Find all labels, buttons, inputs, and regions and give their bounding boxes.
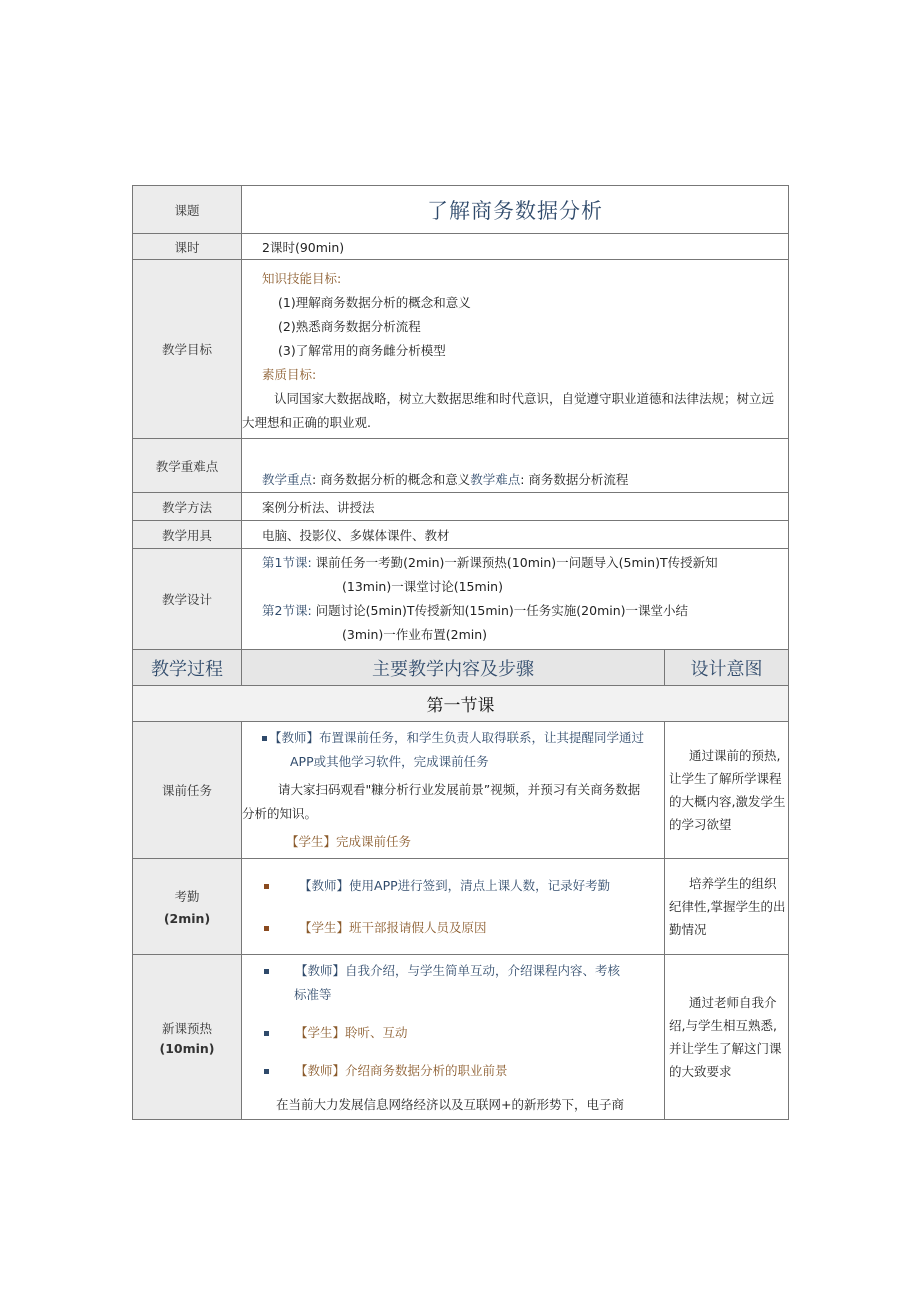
method-row: [133, 493, 789, 521]
process-header-row: [133, 650, 789, 686]
hours-row: [133, 234, 789, 260]
teacher-tag: 【教师】: [299, 877, 350, 893]
stage-content: 【教师】使用APP进行签到，清点上课人数，记录好考勤 【学生】班干部报请假人员及原因: [242, 859, 665, 955]
bullet-icon: [262, 736, 267, 741]
design-intent: 通过老师自我介绍,与学生相互熟悉,并让学生了解这门课的大致要求: [665, 955, 789, 1120]
process-col-content: 主要教学内容及步骤: [242, 650, 665, 686]
tools-label: 教学用具: [133, 521, 242, 549]
knowledge-item: (1)理解商务数据分析的概念和意义: [278, 295, 471, 310]
bullet-icon: [264, 926, 269, 931]
design-row: [133, 549, 789, 650]
bullet-icon: [264, 1031, 269, 1036]
section-title: 第一节课: [133, 686, 789, 722]
tools-value: 电脑、投影仪、多媒体课件、教材: [242, 521, 789, 549]
objectives-label: 教学目标: [133, 260, 242, 439]
topic-label: 课题: [133, 186, 242, 234]
session-name: 第1节课:: [262, 555, 312, 570]
student-tag: 【学生】: [286, 834, 337, 849]
section-row: [133, 686, 789, 722]
design-session-2: 第2节课: 问题讨论(5min)T传授新知(15min)一任务实施(20min)一课堂小结: [262, 603, 689, 618]
stage-content: 【教师】布置课前任务，和学生负责人取得联系，让其提醒同学通过 APP或其他学习软件，完成课前任务 请大家扫码观看"糠分析行业发展前景”视频，并预习有关商务数据 分析的知识。 【学生】完成课前任务: [242, 722, 665, 859]
knowledge-item: (2)熟悉商务数据分析流程: [278, 319, 421, 334]
design-intent: 通过课前的预热,让学生了解所学课程的大概内容,激发学生的学习欲望: [665, 722, 789, 859]
stage-label: 课前任务: [133, 722, 242, 859]
objectives-content: [242, 260, 789, 439]
quality-text: 认同国家大数据战略，树立大数据思维和时代意识，自觉遵守职业道德和法律法规；树立远大理想和正确的职业观.: [242, 391, 775, 430]
teacher-tag: 【教师】: [269, 730, 320, 745]
bullet-icon: [264, 884, 269, 889]
topic-row: [133, 186, 789, 234]
key-point-text: : 商务数据分析的概念和意义: [312, 472, 471, 487]
session-name: 第2节课:: [262, 603, 312, 618]
process-col-intent: 设计意图: [665, 650, 789, 686]
objectives-row: [133, 260, 789, 439]
hours-value: 2课时(90min): [242, 234, 789, 260]
design-label: 教学设计: [133, 549, 242, 650]
tools-row: [133, 521, 789, 549]
process-col-stage: 教学过程: [133, 650, 242, 686]
student-tag: 【学生】: [299, 919, 350, 935]
process-row-pretask: [133, 722, 789, 859]
lesson-plan-sheet: [132, 185, 788, 1120]
method-value: 案例分析法、讲授法: [242, 493, 789, 521]
stage-label: 新课预热 (10min): [133, 955, 242, 1120]
design-session-1: 第1节课: 课前任务一考勤(2min)一新课预热(10min)一问题导入(5min)T传授新知: [262, 555, 718, 570]
design-content: 第1节课: 课前任务一考勤(2min)一新课预热(10min)一问题导入(5min)T传授新知 (13min)一课堂讨论(15min) 第2节课: 问题讨论(5min)T传授新知(15min)一任务实施(20min)一课堂小结 (3min)一作业布置(2min): [242, 549, 789, 650]
knowledge-heading: 知识技能目标:: [262, 271, 342, 286]
hours-label: 课时: [133, 234, 242, 260]
difficult-point-label: 教学难点: [470, 472, 521, 487]
key-label: 教学重难点: [133, 439, 242, 493]
method-label: 教学方法: [133, 493, 242, 521]
teacher-tag: 【教师】: [295, 1063, 346, 1078]
stage-content: 【教师】自我介绍，与学生简单互动，介绍课程内容、考核 标准等 【学生】聆听、互动 【教师】介绍商务数据分析的职业前景 在当前大力发展信息网络经济以及互联网+的新形势下，电子商: [242, 955, 665, 1120]
knowledge-item: (3)了解常用的商务雌分析模型: [278, 343, 446, 358]
process-row-warmup: [133, 955, 789, 1120]
key-points-row: [133, 439, 789, 493]
lesson-title: 了解商务数据分析: [242, 186, 789, 234]
quality-heading: 素质目标:: [262, 367, 317, 382]
stage-label: 考勤 (2min): [133, 859, 242, 955]
student-tag: 【学生】: [295, 1025, 346, 1040]
lesson-plan-table: [132, 185, 789, 1120]
teacher-tag: 【教师】: [295, 963, 346, 978]
key-point-label: 教学重点: [262, 472, 313, 487]
key-points-content: [242, 439, 789, 493]
process-row-attendance: [133, 859, 789, 955]
difficult-point-text: : 商务数据分析流程: [520, 472, 629, 487]
design-intent: 培养学生的组织纪律性,掌握学生的出勤情况: [665, 859, 789, 955]
bullet-icon: [264, 1069, 269, 1074]
bullet-icon: [264, 969, 269, 974]
